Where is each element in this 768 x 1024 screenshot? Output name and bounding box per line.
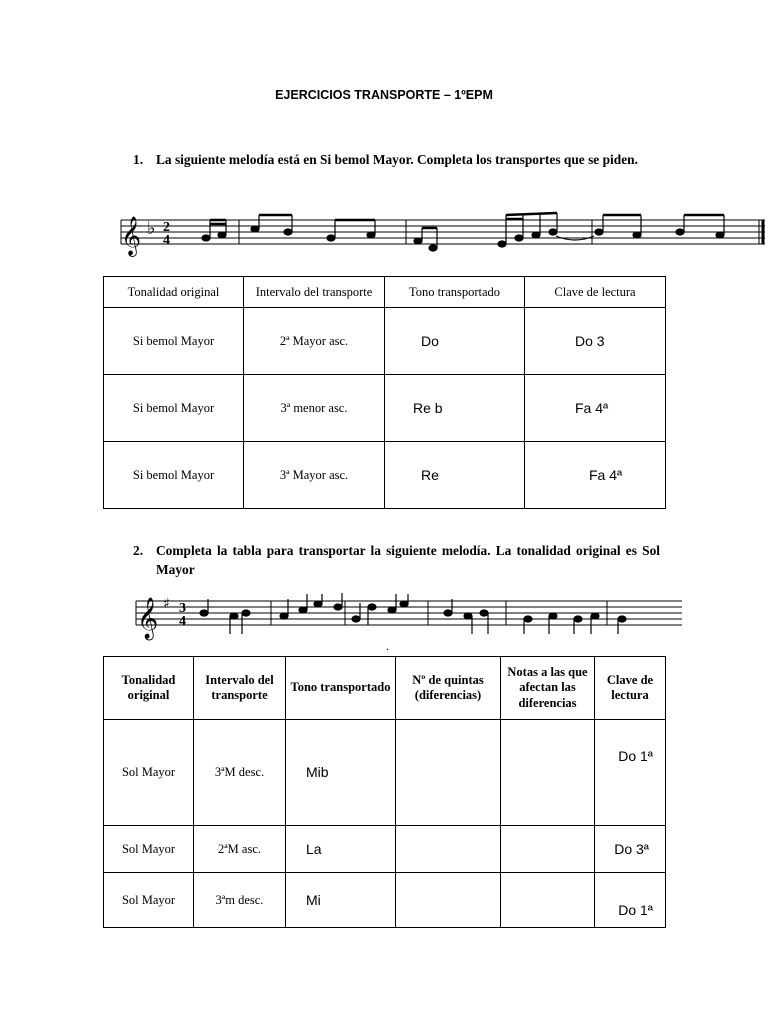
treble-clef-icon: 𝄞 (121, 216, 142, 256)
cell-tonalidad: Sol Mayor (104, 720, 194, 826)
handwritten-answer: Mi (306, 891, 321, 908)
table-row (104, 375, 666, 442)
cell-clave[interactable] (525, 375, 666, 442)
question-1 (133, 150, 660, 169)
time-signature-bottom: 4 (179, 614, 186, 629)
header-cell: Intervalo del transporte (244, 277, 385, 308)
handwritten-answer: Do 3ª (614, 840, 649, 857)
question-2 (133, 541, 660, 579)
cell-clave[interactable] (595, 873, 666, 928)
table-row (104, 873, 666, 928)
cell-notas[interactable] (501, 720, 595, 826)
cell-intervalo: 2ª Mayor asc. (244, 308, 385, 375)
header-cell: Tonalidad original (104, 657, 194, 720)
header-cell: Clave de lectura (595, 657, 666, 720)
dot-mark: . (386, 639, 389, 653)
table-header-row (104, 277, 666, 308)
cell-notas[interactable] (501, 873, 595, 928)
header-cell: Tono transportado (286, 657, 396, 720)
cell-tonalidad: Sol Mayor (104, 873, 194, 928)
cell-tono[interactable] (385, 308, 525, 375)
cell-tono[interactable] (286, 720, 396, 826)
cell-tonalidad: Si bemol Mayor (104, 308, 244, 375)
table-header-row (104, 657, 666, 720)
cell-quintas[interactable] (396, 873, 501, 928)
table-row (104, 720, 666, 826)
handwritten-answer: Do (421, 332, 439, 349)
cell-tono[interactable] (385, 442, 525, 509)
table-row (104, 442, 666, 509)
handwritten-answer: Do 3 (575, 332, 605, 349)
cell-tono[interactable] (286, 873, 396, 928)
question-text: La siguiente melodía está en Si bemol Mayor. Completa los transportes que se piden. (156, 152, 638, 167)
question-number: 2. (133, 543, 144, 558)
transpose-table-2 (103, 656, 666, 928)
time-signature-top: 3 (179, 601, 186, 616)
handwritten-answer: Do 1ª (618, 748, 653, 764)
handwritten-answer: Do 1ª (618, 902, 653, 918)
cell-clave[interactable] (595, 826, 666, 873)
header-cell: Tonalidad original (104, 277, 244, 308)
cell-intervalo: 3ªm desc. (194, 873, 286, 928)
handwritten-answer: La (306, 840, 322, 857)
table-row (104, 308, 666, 375)
header-cell: Tono transportado (385, 277, 525, 308)
transpose-table-1 (103, 276, 666, 509)
cell-tonalidad: Si bemol Mayor (104, 375, 244, 442)
header-cell: Nº de quintas (diferencias) (396, 657, 501, 720)
handwritten-answer: Re b (413, 399, 443, 416)
cell-tonalidad: Sol Mayor (104, 826, 194, 873)
cell-intervalo: 3ªM desc. (194, 720, 286, 826)
cell-tonalidad: Si bemol Mayor (104, 442, 244, 509)
key-signature: ♯ (163, 596, 170, 612)
cell-clave[interactable] (525, 308, 666, 375)
cell-intervalo: 3ª menor asc. (244, 375, 385, 442)
time-signature-bottom: 4 (163, 233, 170, 248)
table-row (104, 826, 666, 873)
question-text: Completa la tabla para transportar la siguiente melodía. La tonalidad original es Sol Mayor (156, 543, 660, 577)
key-signature: ♭ (147, 218, 156, 239)
treble-clef-icon: 𝄞 (137, 598, 159, 639)
handwritten-answer: Re (421, 466, 439, 483)
header-cell: Intervalo del transporte (194, 657, 286, 720)
time-signature-top: 2 (163, 220, 170, 235)
cell-quintas[interactable] (396, 826, 501, 873)
header-cell: Notas a las que afectan las diferencias (501, 657, 595, 720)
page-title: EJERCICIOS TRANSPORTE – 1ºEPM (275, 88, 493, 102)
cell-clave[interactable] (525, 442, 666, 509)
cell-tono[interactable] (286, 826, 396, 873)
cell-clave[interactable] (595, 720, 666, 826)
cell-quintas[interactable] (396, 720, 501, 826)
cell-notas[interactable] (501, 826, 595, 873)
handwritten-answer: Mib (306, 764, 329, 780)
cell-intervalo: 3ª Mayor asc. (244, 442, 385, 509)
question-number: 1. (133, 152, 144, 167)
header-cell: Clave de lectura (525, 277, 666, 308)
handwritten-answer: Fa 4ª (575, 399, 609, 416)
handwritten-answer: Fa 4ª (589, 466, 623, 483)
cell-intervalo: 2ªM asc. (194, 826, 286, 873)
cell-tono[interactable] (385, 375, 525, 442)
